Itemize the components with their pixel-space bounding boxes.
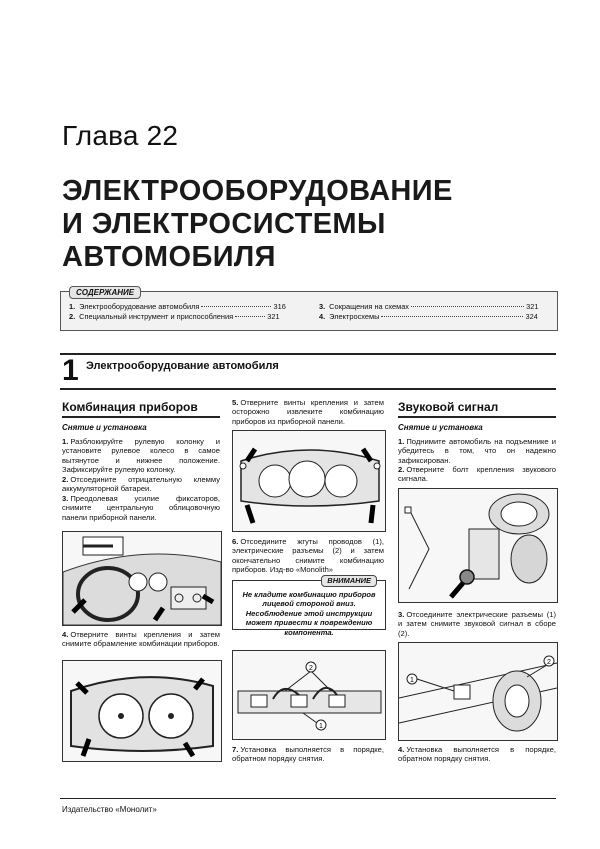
toc-item-number: 4. (319, 312, 326, 321)
horn-connector-illustration (399, 643, 557, 740)
col1-step-1 (62, 437, 220, 475)
step-text: Отсоедините отрицательную клемму аккумуляторной батареи. (62, 475, 220, 494)
horn-bolt-illustration (399, 489, 557, 602)
col1-step-4 (62, 630, 220, 649)
step-text: Установка выполняется в порядке, обратном порядку снятия. (398, 745, 556, 764)
title-line-2: И ЭЛЕКТРОСИСТЕМЫ (62, 208, 386, 240)
cluster-trim-illustration (63, 661, 221, 761)
publisher-footer: Издательство «Монолит» (62, 805, 157, 814)
table-of-contents (60, 288, 558, 331)
col1-heading-rule (62, 416, 220, 418)
callout-2: 2 (547, 659, 551, 666)
toc-item-text: Электрооборудование автомобиля (79, 302, 200, 311)
step-text: Отсоедините электрические разъемы (1) и затем снимите звуковой сигнал в сборе (2). (398, 610, 556, 638)
step-text: Поднимите автомобиль на подъемнике и убедитесь в том, что он надежно зафиксирован. (398, 437, 556, 465)
chapter-title (62, 175, 453, 274)
step-number: 1. (62, 437, 69, 446)
step-text: Отсоедините жгуты проводов (1), электрические разъемы (2) и затем окончательно снимите комбинацию приборов. Изд-во «Monolith» (232, 537, 384, 575)
title-line-3: АВТОМОБИЛЯ (62, 241, 276, 273)
figure-dashboard (62, 531, 222, 626)
warning-label: ВНИМАНИЕ (321, 575, 377, 587)
toc-dots (201, 306, 271, 307)
chapter-label: Глава 22 (62, 120, 179, 151)
toc-dots (411, 306, 524, 307)
figure-horn-bolt (398, 488, 558, 603)
toc-item-text: Электросхемы (329, 312, 380, 321)
step-number: 4. (62, 630, 69, 639)
toc-item-text: Специальный инструмент и приспособления (79, 312, 234, 321)
figure-cluster-trim (62, 660, 222, 762)
toc-item[interactable] (69, 302, 286, 312)
title-line-1: ЭЛЕКТРООБОРУДОВАНИЕ (62, 175, 453, 207)
step-number: 2. (62, 475, 69, 484)
step-text: Отверните винты крепления и затем снимите обрамление комбинации приборов. (62, 630, 220, 649)
toc-item[interactable] (319, 302, 538, 312)
footer-rule (60, 798, 556, 799)
col3-step-1 (398, 437, 556, 465)
section-title: Электрооборудование автомобиля (86, 360, 279, 372)
toc-item[interactable] (69, 312, 280, 322)
col3-step-3 (398, 610, 556, 638)
figure-cluster (232, 430, 386, 532)
col2-step-6 (232, 537, 384, 575)
step-number: 7. (232, 745, 239, 754)
warning-text: Не кладите комбинацию приборов лицевой стороной вниз. Несоблюдение этой инструкции может привести к повреждению компонента. (242, 590, 376, 637)
toc-item-number: 3. (319, 302, 326, 311)
col1-step-2 (62, 475, 220, 494)
col3-step-2 (398, 465, 556, 484)
dashboard-illustration (63, 532, 221, 625)
col3-heading-rule (398, 416, 556, 418)
step-number: 4. (398, 745, 405, 754)
section-number: 1 (62, 354, 79, 387)
callout-1: 1 (410, 677, 414, 684)
toc-label: СОДЕРЖАНИЕ (69, 286, 141, 299)
col3-subheading: Снятие и установка (398, 423, 483, 432)
step-number: 3. (398, 610, 405, 619)
col3-heading: Звуковой сигнал (398, 400, 499, 414)
section-rule-bottom (60, 388, 556, 390)
toc-item-number: 1. (69, 302, 76, 311)
toc-dots (381, 316, 523, 317)
step-text: Установка выполняется в порядке, обратном порядку снятия. (232, 745, 384, 764)
toc-item-number: 2. (69, 312, 76, 321)
callout-1: 1 (319, 723, 323, 730)
callout-2: 2 (309, 665, 313, 672)
toc-item-page: 321 (526, 302, 539, 311)
step-text: Отверните болт крепления звукового сигнала. (398, 465, 556, 484)
warning-box (232, 576, 386, 637)
col2-step-5 (232, 398, 384, 426)
col1-heading: Комбинация приборов (62, 400, 198, 414)
figure-connectors (232, 650, 386, 740)
toc-item-text: Сокращения на схемах (329, 302, 409, 311)
step-number: 3. (62, 494, 69, 503)
col1-subheading: Снятие и установка (62, 423, 147, 432)
figure-horn-connector (398, 642, 558, 741)
step-number: 1. (398, 437, 405, 446)
step-number: 6. (232, 537, 239, 546)
col3-step-4 (398, 745, 556, 764)
step-text: Отверните винты крепления и затем осторожно извлеките комбинацию приборов из приборной панели. (232, 398, 384, 426)
step-text: Разблокируйте рулевую колонку и установите рулевое колесо в самое вытянутое и нижнее положение. Зафиксируйте рулевую колонку. (62, 437, 220, 475)
col2-step-7 (232, 745, 384, 764)
col1-step-3 (62, 494, 220, 522)
toc-item-page: 316 (273, 302, 286, 311)
toc-item[interactable] (319, 312, 538, 322)
step-number: 2. (398, 465, 405, 474)
section-rule (60, 353, 556, 355)
step-text: Преодолевая усилие фиксаторов, снимите центральную облицовочную панели приборной панели. (62, 494, 220, 522)
connectors-illustration (233, 651, 385, 739)
step-number: 5. (232, 398, 239, 407)
toc-item-page: 321 (267, 312, 280, 321)
toc-item-page: 324 (525, 312, 538, 321)
cluster-illustration (233, 431, 385, 531)
toc-dots (235, 316, 265, 317)
